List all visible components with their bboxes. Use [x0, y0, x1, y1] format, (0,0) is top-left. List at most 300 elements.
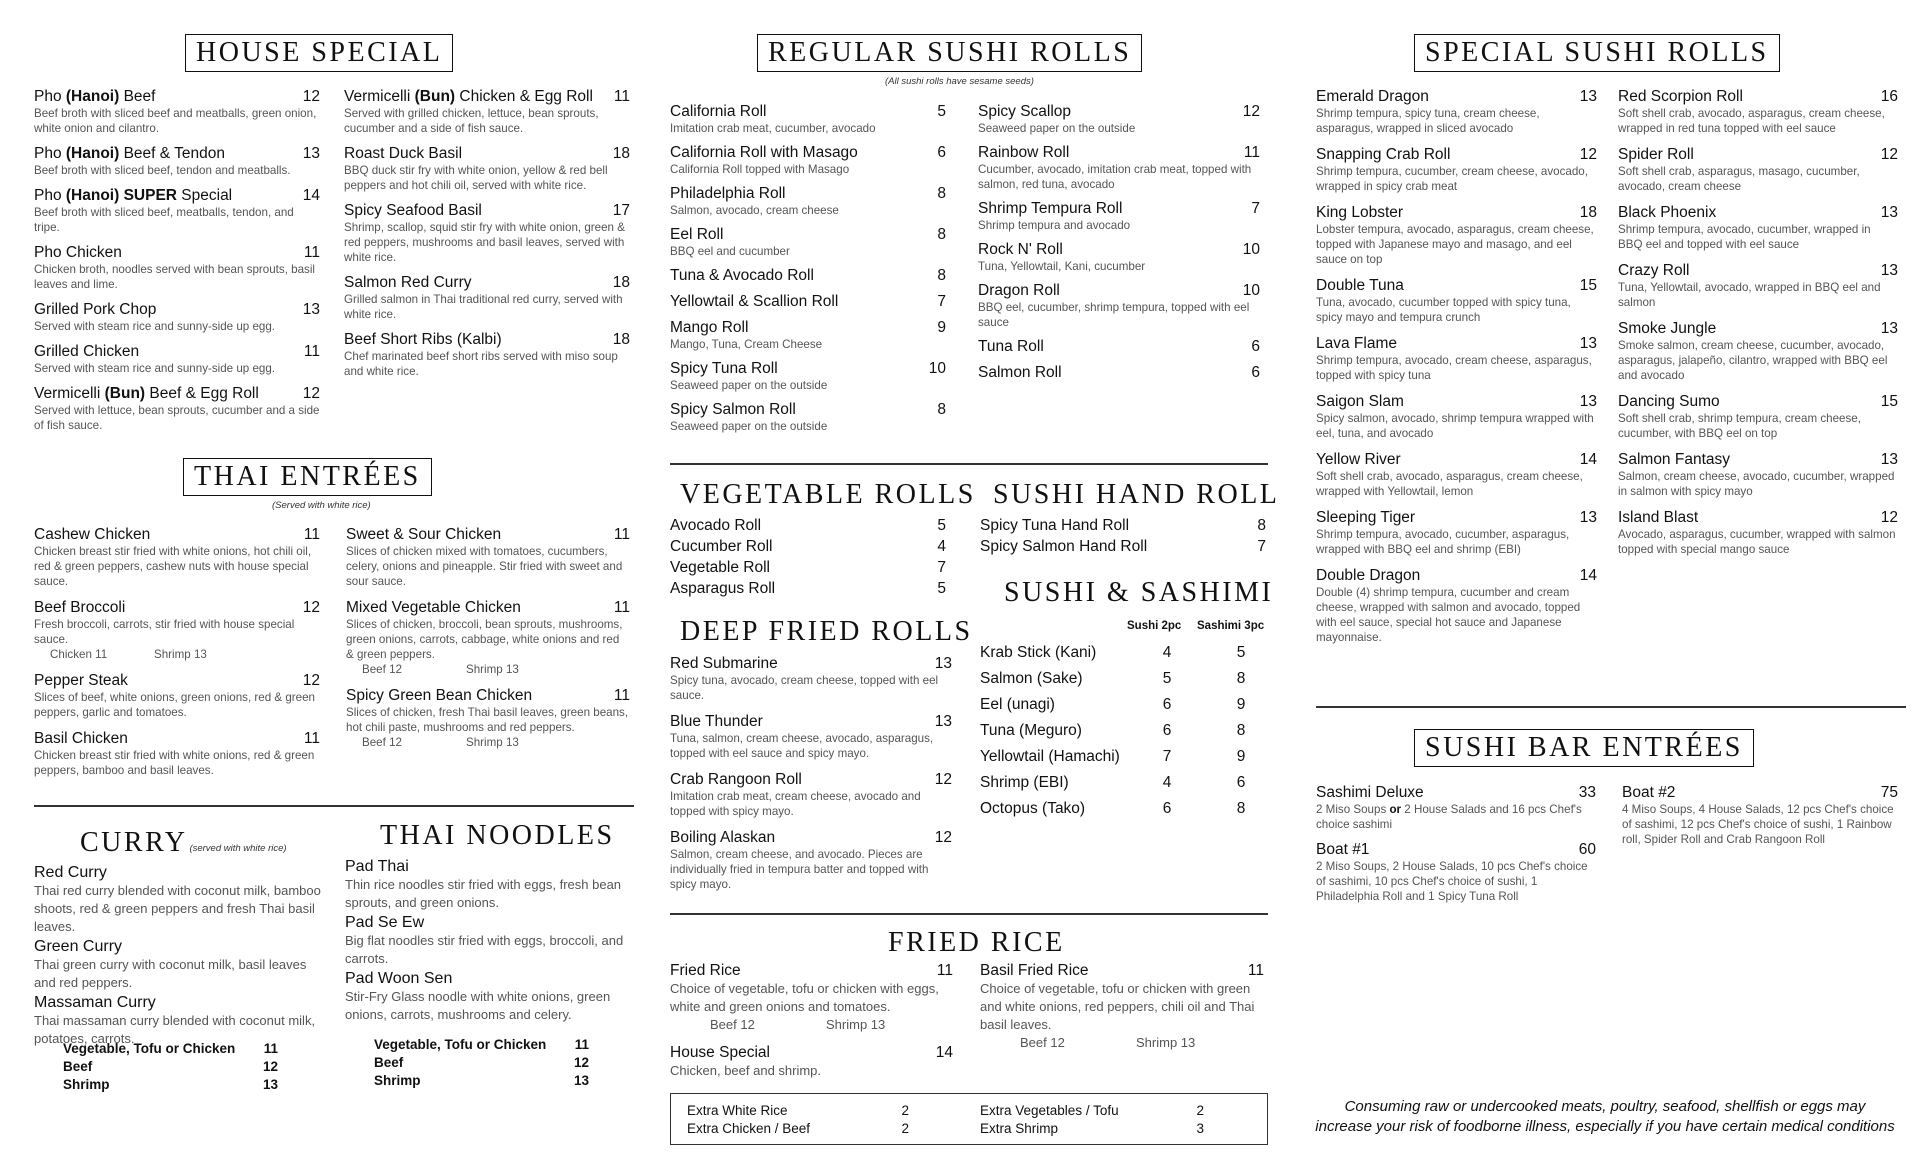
item-name: Spicy Tuna Hand Roll: [980, 517, 1130, 534]
item-name: [34, 385, 259, 403]
item-name: [344, 202, 482, 220]
item-row: [670, 713, 952, 731]
price-option: Beef 12: [710, 1017, 755, 1032]
item-description: Fresh broccoli, carrots, stir fried with house special sauce.: [34, 618, 295, 646]
item-name: Massaman Curry: [34, 994, 156, 1011]
item-name: Yellow River: [1316, 451, 1401, 468]
divider: [1316, 706, 1906, 708]
item-description: Choice of vegetable, tofu or chicken with green and white onions, red peppers, chili oil and Thai basil leaves.: [980, 981, 1255, 1032]
item-name: Red Submarine: [670, 655, 778, 672]
price-label: Shrimp: [63, 1077, 110, 1092]
desc-bold: or: [1389, 803, 1402, 816]
menu-item: [670, 962, 953, 1034]
menu-item: [1316, 841, 1596, 904]
item-row: [670, 360, 946, 378]
item-description: Double (4) shrimp tempura, cucumber and cream cheese, wrapped with salmon and avocado, topped with eel sauce, special hot sauce and Japanese mayonnaise.: [1316, 586, 1581, 644]
item-name: [344, 331, 502, 349]
menu-item: [345, 858, 627, 912]
item-price: 13: [1579, 509, 1597, 526]
menu-item: [344, 88, 630, 136]
menu-item: [34, 864, 330, 936]
menu-item: [1316, 335, 1597, 383]
item-row: [1316, 451, 1597, 469]
house-special-section-title: [185, 34, 453, 72]
item-name: Spicy Scallop: [978, 103, 1072, 120]
item-description: 4 Miso Soups, 4 House Salads, 12 pcs Chef's choice of sashimi, 12 pcs Chef's choice of sushi, 1 Rainbow roll, Spider Roll and Crab Rangoon Roll: [1622, 803, 1894, 846]
item-description: BBQ duck stir fry with white onion, yellow & red bell peppers and hot chili oil, served with white rice.: [344, 164, 608, 192]
item-description: Soft shell crab, shrimp tempura, cream cheese, cucumber, with BBQ eel on top: [1618, 412, 1861, 440]
curry-header: [80, 828, 287, 859]
price-options: [670, 1016, 953, 1034]
item-row: [670, 103, 946, 121]
item-price: 75: [1880, 784, 1898, 801]
item-price: 11: [613, 88, 630, 105]
item-price: 7: [1251, 200, 1260, 217]
item-name: King Lobster: [1316, 204, 1404, 221]
price-options: [980, 1034, 1264, 1052]
item-name: [34, 301, 156, 319]
regular-rolls-subtitle: (All sushi rolls have sesame seeds): [885, 76, 1034, 87]
regular-rolls-section-title: [757, 34, 1142, 72]
sashimi-row: [980, 640, 1280, 666]
price-value: 11: [574, 1037, 589, 1052]
item-row: [34, 599, 320, 617]
item-description: Thin rice noodles stir fried with eggs, fresh bean sprouts, and green onions.: [345, 877, 622, 910]
menu-item: [34, 599, 320, 662]
divider: [670, 913, 1268, 915]
item-description: Avocado, asparagus, cucumber, wrapped with salmon topped with special mango sauce: [1618, 528, 1896, 556]
item-price: 12: [934, 771, 952, 788]
item-name: [344, 88, 593, 106]
menu-item: [34, 385, 320, 433]
price-options: [34, 647, 320, 662]
price-label: Beef: [63, 1059, 93, 1074]
sashimi-price: 9: [1236, 748, 1246, 765]
item-row: [670, 267, 946, 285]
price-option: Beef 12: [1020, 1035, 1065, 1050]
item-price: 6: [1251, 364, 1260, 381]
item-row: [34, 301, 320, 319]
item-row: [1316, 567, 1597, 585]
price-row: [374, 1054, 589, 1072]
sushi-price: 4: [1162, 644, 1172, 661]
item-name: Spicy Tuna Roll: [670, 360, 778, 377]
name-part: Beef: [119, 88, 156, 105]
thai-noodles-prices: [374, 1036, 589, 1090]
price-option: Shrimp 13: [1136, 1035, 1196, 1050]
curry-subtitle: (served with white rice): [189, 843, 287, 854]
menu-item: [346, 599, 630, 677]
price-label: Shrimp: [374, 1073, 421, 1088]
item-name: Rainbow Roll: [978, 144, 1070, 161]
extra-item: [687, 1120, 909, 1138]
item-description: Served with grilled chicken, lettuce, bean sprouts, cucumber and a side of fish sauce.: [344, 107, 599, 135]
item-row: [1316, 146, 1597, 164]
price-option: Shrimp 13: [826, 1017, 886, 1032]
price-value: 12: [262, 1059, 278, 1074]
thai-entrees-title: THAI ENTRÉES: [183, 458, 432, 496]
menu-item: [346, 526, 630, 589]
item-description: Shrimp, scallop, squid stir fry with white onion, green & red peppers, mushrooms and basil leaves, served with white rice.: [344, 221, 625, 264]
item-price: 10: [1242, 282, 1260, 299]
item-row: [344, 202, 630, 220]
regular-rolls-right-column: [978, 103, 1260, 390]
item-row: [1316, 88, 1597, 106]
food-safety-warning: [1300, 1097, 1910, 1137]
menu-item: [345, 970, 627, 1024]
house-special-title: HOUSE SPECIAL: [185, 34, 453, 72]
item-name: Shrimp Tempura Roll: [978, 200, 1123, 217]
sushi-sashimi-title: SUSHI & SASHIMI: [1004, 577, 1274, 608]
item-row: [670, 829, 952, 847]
menu-item: [1316, 451, 1597, 499]
item-description: Salmon, cream cheese, and avocado. Pieces are individually fried in tempura batter and topped with spicy mayo.: [670, 848, 929, 891]
item-description: Slices of chicken mixed with tomatoes, cucumbers, celery, onions and pineapple. Stir fried with sweet and sour sauce.: [346, 545, 623, 588]
name-part: Beef Short Ribs (Kalbi): [344, 331, 502, 348]
item-name: Boat #1: [1316, 841, 1370, 858]
item-description: Shrimp tempura and avocado: [978, 219, 1131, 232]
sushi-price: 6: [1162, 696, 1172, 713]
extra-item: [980, 1120, 1204, 1138]
item-row: [670, 962, 953, 980]
item-description: Spicy salmon, avocado, shrimp tempura wrapped with eel, tuna, and avocado: [1316, 412, 1594, 440]
name-part: Roast Duck Basil: [344, 145, 463, 162]
item-price: 12: [302, 88, 320, 105]
menu-item: [980, 538, 1266, 556]
item-row: [1316, 393, 1597, 411]
item-name: Cucumber Roll: [670, 538, 773, 555]
item-name: Octopus (Tako): [980, 800, 1086, 817]
item-price: 8: [937, 401, 946, 418]
item-price: 12: [302, 672, 320, 689]
item-name: California Roll: [670, 103, 767, 120]
item-price: 11: [303, 244, 320, 261]
item-name: Double Dragon: [1316, 567, 1421, 584]
thai-noodles-column: [345, 858, 627, 1026]
item-row: [978, 364, 1260, 382]
item-description: Soft shell crab, avocado, asparagus, cream cheese, wrapped with Yellowtail, lemon: [1316, 470, 1583, 498]
item-name: Crazy Roll: [1618, 262, 1690, 279]
item-name: [34, 244, 122, 262]
thai-noodles-title: THAI NOODLES: [380, 820, 615, 851]
vegetable-rolls-title: VEGETABLE ROLLS: [680, 479, 976, 510]
item-row: [978, 241, 1260, 259]
price-options: [346, 662, 630, 677]
item-description: Thai massaman curry blended with coconut milk, potatoes, carrots.: [34, 1013, 316, 1046]
item-price: 13: [1880, 204, 1898, 221]
warning-line: increase your risk of foodborne illness, especially if you have certain medical conditions: [1315, 1118, 1895, 1135]
menu-item: [670, 713, 952, 761]
price-option: Shrimp 13: [466, 663, 519, 676]
item-name: Shrimp (EBI): [980, 774, 1069, 791]
item-name: [34, 145, 225, 163]
item-row: [34, 88, 320, 106]
item-price: 13: [934, 655, 952, 672]
item-price: 12: [1579, 146, 1597, 163]
item-name: Smoke Jungle: [1618, 320, 1717, 337]
name-part: Pho: [34, 187, 66, 204]
sushi-bar-right-column: [1622, 784, 1898, 856]
item-row: [978, 144, 1260, 162]
menu-item: [670, 185, 946, 218]
item-price: 16: [1880, 88, 1898, 105]
menu-item: [345, 914, 627, 968]
name-part: Grilled Pork Chop: [34, 301, 157, 318]
menu-item: [1316, 277, 1597, 325]
item-price: 14: [1579, 567, 1597, 584]
item-price: 13: [1579, 393, 1597, 410]
item-name: House Special: [670, 1044, 770, 1061]
item-name: Spicy Green Bean Chicken: [346, 687, 533, 704]
menu-item: [1316, 146, 1597, 194]
menu-item: [978, 364, 1260, 382]
item-row: [1618, 509, 1898, 527]
item-name: Boat #2: [1622, 784, 1676, 801]
item-name: Sleeping Tiger: [1316, 509, 1416, 526]
item-price: 33: [1578, 784, 1596, 801]
item-price: 13: [302, 301, 320, 318]
item-name: Red Curry: [34, 864, 107, 881]
divider: [670, 463, 1268, 465]
name-bold: (Hanoi): [65, 88, 120, 105]
item-description: Shrimp tempura, avocado, cucumber, wrapped in BBQ eel and topped with eel sauce: [1618, 223, 1871, 251]
item-row: [34, 385, 320, 403]
curry-column: [34, 864, 330, 1050]
price-option: Shrimp 13: [466, 736, 519, 749]
name-part: Chicken & Egg Roll: [455, 88, 593, 105]
menu-item: [670, 319, 946, 352]
extra-name: Extra Shrimp: [980, 1121, 1059, 1136]
name-bold: (Bun): [414, 88, 456, 105]
item-row: [978, 338, 1260, 356]
item-description: Beef broth with sliced beef, meatballs, tendon, and tripe.: [34, 206, 294, 234]
item-name: [34, 88, 155, 106]
menu-item: [670, 401, 946, 434]
name-bold: (Hanoi) SUPER: [65, 187, 177, 204]
item-description: Choice of vegetable, tofu or chicken with eggs, white and green onions and tomatoes.: [670, 981, 939, 1014]
menu-item: [1618, 509, 1898, 557]
menu-item: [34, 730, 320, 778]
menu-item: [670, 829, 952, 892]
special-rolls-left-column: [1316, 88, 1597, 655]
item-description: Chicken, beef and shrimp.: [670, 1063, 822, 1078]
menu-item: [670, 360, 946, 393]
sashimi-row: [980, 692, 1280, 718]
item-row: [978, 103, 1260, 121]
curry-prices: [63, 1040, 278, 1094]
extra-price: 2: [901, 1103, 909, 1118]
item-row: [670, 226, 946, 244]
name-part: Beef & Tendon: [119, 145, 225, 162]
item-description: Served with lettuce, bean sprouts, cucumber and a side of fish sauce.: [34, 404, 320, 432]
item-name: Basil Fried Rice: [980, 962, 1089, 979]
item-name: Pad Woon Sen: [345, 970, 453, 987]
price-option: Chicken 11: [50, 648, 108, 661]
item-description: Stir-Fry Glass noodle with white onions, green onions, carrots, mushrooms and celery.: [345, 989, 611, 1022]
item-price: 5: [937, 517, 946, 534]
item-name: Fried Rice: [670, 962, 741, 979]
menu-item: [1618, 146, 1898, 194]
item-description: 2 Miso Soups, 2 House Salads, 10 pcs Chef's choice of sashimi, 10 pcs Chef's choice of sushi, 1 Philadelphia Roll and 1 Spicy Tuna Roll: [1316, 860, 1588, 903]
item-description: Tuna, Yellowtail, avocado, wrapped in BBQ eel and salmon: [1618, 281, 1881, 309]
menu-item: [670, 517, 946, 535]
item-name: Yellowtail (Hamachi): [980, 748, 1120, 765]
item-description: Imitation crab meat, cucumber, avocado: [670, 122, 876, 135]
item-price: 11: [613, 599, 630, 616]
item-row: [346, 526, 630, 544]
menu-item: [980, 517, 1266, 535]
name-part: Special: [176, 187, 233, 204]
item-name: Spider Roll: [1618, 146, 1694, 163]
sushi-price: 6: [1162, 722, 1172, 739]
item-description: Seaweed paper on the outside: [670, 420, 828, 433]
item-price: 6: [937, 144, 946, 161]
item-price: 13: [302, 145, 320, 162]
extra-price: 2: [1196, 1103, 1204, 1118]
item-description: Seaweed paper on the outside: [670, 379, 828, 392]
menu-item: [1618, 204, 1898, 252]
sashimi-column-header: Sashimi 3pc: [1197, 620, 1265, 632]
item-description: Beef broth with sliced beef, tendon and meatballs.: [34, 164, 291, 177]
item-name: Pad Thai: [345, 858, 409, 875]
sashimi-price: 6: [1236, 774, 1246, 791]
item-price: 11: [1247, 962, 1264, 979]
item-name: Salmon (Sake): [980, 670, 1083, 687]
item-row: [34, 145, 320, 163]
desc-part: 2 House Salads and 16 pcs Chef's choice sashimi: [1316, 803, 1582, 831]
item-row: [34, 343, 320, 361]
item-name: Sweet & Sour Chicken: [346, 526, 502, 543]
item-description: Salmon, cream cheese, avocado, cucumber, wrapped in salmon with spicy mayo: [1618, 470, 1895, 498]
deep-fried-rolls-title: DEEP FRIED ROLLS: [680, 616, 973, 647]
item-name: Pad Se Ew: [345, 914, 425, 931]
item-price: 13: [934, 713, 952, 730]
name-part: Spicy Seafood Basil: [344, 202, 482, 219]
item-row: [34, 526, 320, 544]
item-price: 11: [303, 343, 320, 360]
menu-item: [1618, 393, 1898, 441]
item-price: 8: [1257, 517, 1266, 534]
sushi-bar-left-column: [1316, 784, 1596, 913]
item-row: [34, 730, 320, 748]
item-row: [1618, 146, 1898, 164]
menu-item: [978, 144, 1260, 192]
sushi-price: 6: [1162, 800, 1172, 817]
extras-box: [670, 1093, 1268, 1145]
menu-item: [344, 331, 630, 379]
item-row: [344, 88, 630, 106]
item-row: [978, 282, 1260, 300]
item-row: [34, 244, 320, 262]
item-row: [1316, 204, 1597, 222]
item-price: 12: [934, 829, 952, 846]
item-description: Served with steam rice and sunny-side up egg.: [34, 362, 276, 375]
item-name: Island Blast: [1618, 509, 1699, 526]
regular-sushi-rolls-title: REGULAR SUSHI ROLLS: [757, 34, 1142, 72]
item-price: 12: [1242, 103, 1260, 120]
item-name: Spicy Salmon Hand Roll: [980, 538, 1148, 555]
item-row: [670, 1044, 953, 1062]
item-name: [344, 145, 462, 163]
item-row: [1316, 277, 1597, 295]
item-price: 13: [1880, 320, 1898, 337]
price-value: 13: [573, 1073, 589, 1088]
item-description: Chicken breast stir fried with white onions, red & green peppers, bamboo and basil leaves.: [34, 749, 315, 777]
item-row: [978, 200, 1260, 218]
sashimi-price: 8: [1236, 722, 1246, 739]
menu-item: [1622, 784, 1898, 847]
fried-rice-right-column: [980, 962, 1264, 1062]
price-row: [63, 1040, 278, 1058]
item-row: [1618, 88, 1898, 106]
item-price: 11: [613, 687, 630, 704]
item-description: Thai red curry blended with coconut milk, bamboo shoots, red & green peppers and fresh Thai basil leaves.: [34, 883, 321, 934]
item-price: 12: [1880, 509, 1898, 526]
item-description: Shrimp tempura, cucumber, cream cheese, avocado, wrapped in spicy crab meat: [1316, 165, 1588, 193]
item-row: [344, 274, 630, 292]
item-price: 60: [1578, 841, 1596, 858]
item-row: [670, 319, 946, 337]
item-name: Vegetable Roll: [670, 559, 770, 576]
name-part: Beef & Egg Roll: [145, 385, 259, 402]
item-price: 13: [1880, 262, 1898, 279]
menu-item: [34, 343, 320, 376]
extra-item: [980, 1102, 1204, 1120]
item-description: Tuna, avocado, cucumber topped with spicy tuna, spicy mayo and tempura crunch: [1316, 296, 1571, 324]
item-price: 4: [937, 538, 946, 555]
name-bold: (Bun): [104, 385, 146, 402]
item-price: 7: [937, 559, 946, 576]
item-description: Soft shell crab, avocado, asparagus, cream cheese, wrapped in red tuna topped with eel sauce: [1618, 107, 1885, 135]
menu-item: [978, 282, 1260, 330]
divider: [34, 805, 634, 807]
item-price: 18: [612, 274, 630, 291]
item-name: Tuna Roll: [978, 338, 1044, 355]
item-price: 15: [1880, 393, 1898, 410]
name-part: Vermicelli: [34, 385, 105, 402]
item-price: 18: [1579, 204, 1597, 221]
item-price: 13: [1579, 88, 1597, 105]
item-price: 13: [1579, 335, 1597, 352]
item-row: [1316, 509, 1597, 527]
item-price: 15: [1579, 277, 1597, 294]
menu-item: [1618, 320, 1898, 383]
sashimi-price: 5: [1236, 644, 1246, 661]
menu-item: [34, 301, 320, 334]
item-name: Pepper Steak: [34, 672, 128, 689]
name-part: Salmon Red Curry: [344, 274, 472, 291]
item-row: [346, 599, 630, 617]
item-name: Basil Chicken: [34, 730, 128, 747]
sushi-bar-entrees-title: SUSHI BAR ENTRÉES: [1414, 729, 1754, 767]
price-label: Vegetable, Tofu or Chicken: [374, 1037, 547, 1052]
item-description: Chef marinated beef short ribs served with miso soup and white rice.: [344, 350, 618, 378]
menu-item: [978, 338, 1260, 356]
menu-item: [34, 145, 320, 178]
menu-item: [980, 962, 1264, 1052]
menu-item: [670, 293, 946, 311]
item-description: Tuna, salmon, cream cheese, avocado, asparagus, topped with eel sauce and spicy mayo.: [670, 732, 934, 760]
item-row: [1618, 451, 1898, 469]
item-description: [1316, 802, 1596, 832]
name-bold: (Hanoi): [65, 145, 120, 162]
regular-rolls-left-column: [670, 103, 946, 442]
sashimi-row: [980, 770, 1280, 796]
price-option: Beef 12: [362, 663, 402, 676]
menu-item: [1316, 88, 1597, 136]
item-name: Double Tuna: [1316, 277, 1404, 294]
price-row: [63, 1076, 278, 1094]
